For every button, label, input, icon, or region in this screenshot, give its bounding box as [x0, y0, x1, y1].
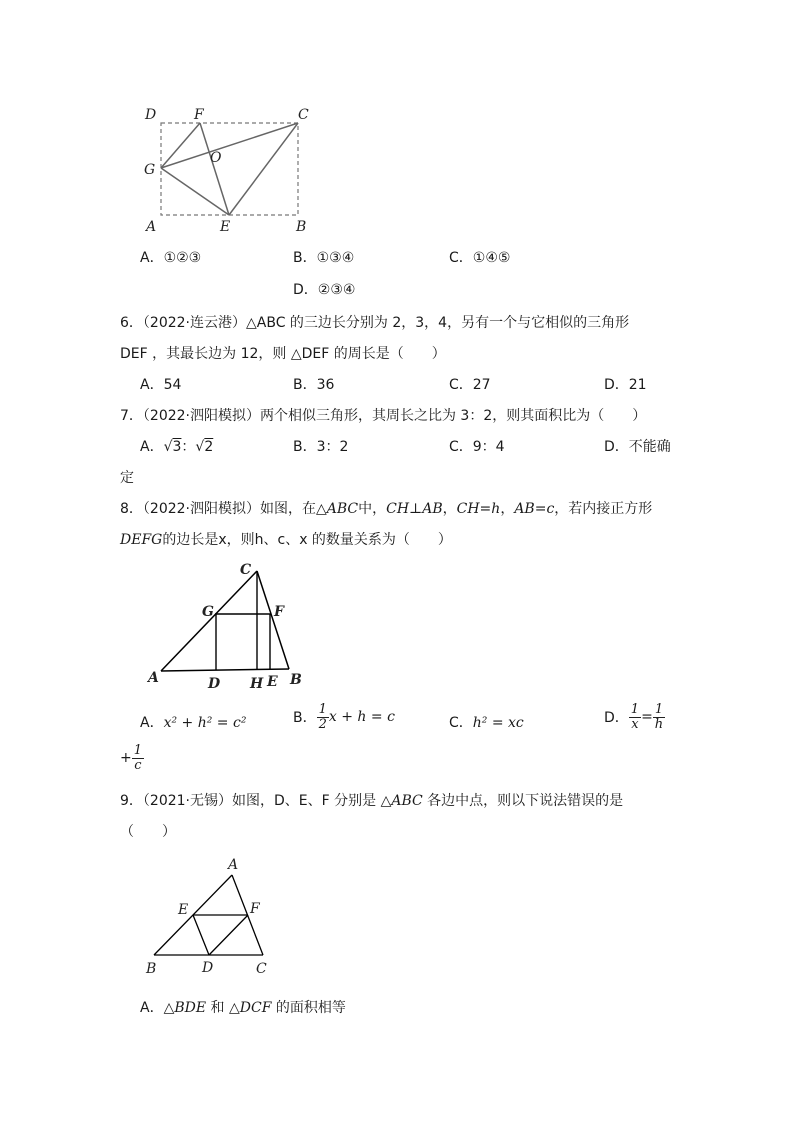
q8-option-d-fraction-3 [132, 744, 144, 772]
q8-text-5: ，若内接正方形 [554, 501, 653, 517]
label-f: F [250, 901, 260, 917]
q9-stem-line2: （ ） [120, 824, 176, 840]
label-b: B [146, 961, 157, 977]
label-d: D [145, 107, 157, 123]
q8-option-b[interactable] [293, 703, 395, 731]
q8-option-d-equals: = [641, 709, 653, 726]
q5-option-d-letter: D． [293, 282, 318, 298]
q7-option-d[interactable]: D．不能确 [604, 439, 671, 455]
label-c: C [298, 107, 309, 123]
q8-option-b-math: x + h = c [328, 709, 395, 726]
segment-ec [229, 123, 298, 215]
q8-option-c-letter: C． [449, 715, 473, 731]
label-a: A [228, 857, 239, 873]
q5-option-a-letter: A． [140, 250, 164, 266]
sqrt-icon: √ [163, 439, 173, 455]
q5-option-c-text: ①④⑤ [472, 250, 511, 266]
side-ac [161, 571, 257, 671]
q5-option-b-letter: B． [293, 250, 317, 266]
frac-den: c [134, 757, 142, 773]
q8-math-ab: AB=c [514, 501, 555, 517]
label-c: C [256, 961, 267, 977]
q9-option-a-and: 和 [206, 1000, 229, 1016]
segment-gc [161, 123, 298, 168]
label-g: G [202, 604, 214, 620]
q6-option-d[interactable]: D．21 [604, 377, 647, 393]
side-cb [257, 571, 289, 669]
segment-df [209, 915, 248, 955]
frac-num: 1 [653, 703, 665, 718]
q9-text-1: 9．（2021·无锡）如图，D、E、F 分别是 [120, 793, 381, 809]
q7-a-radicand-1: 3 [172, 439, 182, 455]
q9-option-a-math-2: △DCF [228, 1000, 272, 1016]
q9-math-triangle: △ABC [380, 793, 423, 809]
label-c: C [240, 562, 252, 578]
label-f: F [274, 604, 284, 620]
q8-option-c-math: h² = xc [472, 715, 524, 731]
q8-text-1: 8．（2022·泗阳模拟）如图，在 [120, 501, 316, 517]
q8-text-3: ， [442, 501, 457, 517]
q5-option-b-text: ①③④ [316, 250, 355, 266]
q5-figure [140, 100, 320, 240]
q8-math-triangle: △ABC [316, 501, 359, 517]
q8-stem-line1 [120, 498, 652, 518]
q9-option-a-tail: 的面积相等 [271, 1000, 346, 1016]
q9-figure [140, 850, 280, 980]
sqrt-icon: √ [195, 439, 205, 455]
frac-den: h [654, 716, 664, 732]
q7-a-colon: ： [181, 439, 196, 455]
q6-option-a[interactable]: A．54 [140, 377, 182, 393]
q7-option-b[interactable]: B．3：2 [293, 439, 349, 455]
q7-option-a[interactable] [140, 436, 213, 456]
label-e: E [267, 674, 278, 690]
label-o: O [210, 150, 222, 166]
q5-option-d[interactable] [293, 279, 355, 299]
q9-option-a-math-1: △BDE [163, 1000, 207, 1016]
q8-option-b-fraction [317, 703, 329, 731]
q8-math-perp: CH⊥AB [386, 501, 443, 517]
q5-option-c[interactable] [449, 247, 510, 267]
q6-stem-line2: DEF ，其最长边为 12，则 △DEF 的周长是（ ） [120, 346, 446, 362]
label-g: G [144, 162, 156, 178]
segment-ge [161, 168, 229, 215]
q8-stem-line2 [120, 529, 452, 549]
q8-option-d-letter: D． [604, 710, 629, 727]
q8-option-a[interactable] [140, 712, 246, 732]
q8-option-d-fraction-1 [629, 703, 641, 731]
q8-option-d-plus: + [120, 750, 132, 767]
label-a: A [146, 219, 157, 235]
q8-math-ch: CH=h [456, 501, 501, 517]
frac-den: x [631, 716, 639, 732]
q7-option-d-continuation: 定 [120, 470, 134, 486]
label-d: D [208, 676, 221, 692]
label-b: B [296, 219, 307, 235]
q6-stem-line1: 6．（2022·连云港）△ABC 的三边长分别为 2，3，4，另有一个与它相似的三角形 [120, 315, 630, 331]
label-f: F [194, 107, 204, 123]
q8-option-d-continuation [120, 744, 144, 772]
label-e: E [178, 902, 189, 918]
label-a: A [148, 670, 159, 686]
q8-option-a-math: x² + h² = c² [163, 715, 247, 731]
q5-option-d-text: ②③④ [317, 282, 356, 298]
q9-option-a[interactable] [140, 997, 346, 1017]
frac-den: 2 [318, 716, 327, 732]
segment-ed [193, 915, 209, 955]
label-b: B [290, 672, 302, 688]
q6-option-c[interactable]: C．27 [449, 377, 491, 393]
q8-option-d[interactable] [604, 703, 665, 731]
q7-stem: 7．（2022·泗阳模拟）两个相似三角形，其周长之比为 3：2，则其面积比为（ ） [120, 408, 647, 424]
q8-option-d-fraction-2 [653, 703, 665, 731]
q6-option-b[interactable]: B．36 [293, 377, 335, 393]
q5-option-a-text: ①②③ [163, 250, 202, 266]
label-e: E [220, 219, 231, 235]
q5-option-c-letter: C． [449, 250, 473, 266]
q8-option-c[interactable] [449, 712, 524, 732]
q7-a-radicand-2: 2 [204, 439, 214, 455]
q8-math-square: DEFG [120, 532, 163, 548]
dashed-rectangle [161, 123, 298, 215]
q9-stem-line1 [120, 790, 623, 810]
frac-num: 1 [630, 702, 640, 717]
q8-text-6: 的边长是x，则h、c、x 的数量关系为（ ） [162, 532, 452, 548]
q9-text-2: 各边中点，则以下说法错误的是 [422, 793, 624, 809]
q8-option-b-letter: B． [293, 710, 317, 727]
q8-figure [140, 558, 315, 693]
label-d: D [202, 960, 214, 976]
q7-option-a-letter: A． [140, 439, 164, 455]
frac-num: 1 [133, 743, 143, 758]
label-h: H [250, 676, 264, 692]
frac-num: 1 [318, 702, 327, 717]
q7-option-c[interactable]: C．9：4 [449, 439, 505, 455]
segment-fe [200, 123, 229, 215]
q5-option-a[interactable] [140, 247, 201, 267]
q8-text-4: ， [500, 501, 515, 517]
q8-text-2: 中， [358, 501, 387, 517]
q5-option-b[interactable] [293, 247, 354, 267]
q8-option-a-letter: A． [140, 715, 164, 731]
q9-option-a-letter: A． [140, 1000, 164, 1016]
